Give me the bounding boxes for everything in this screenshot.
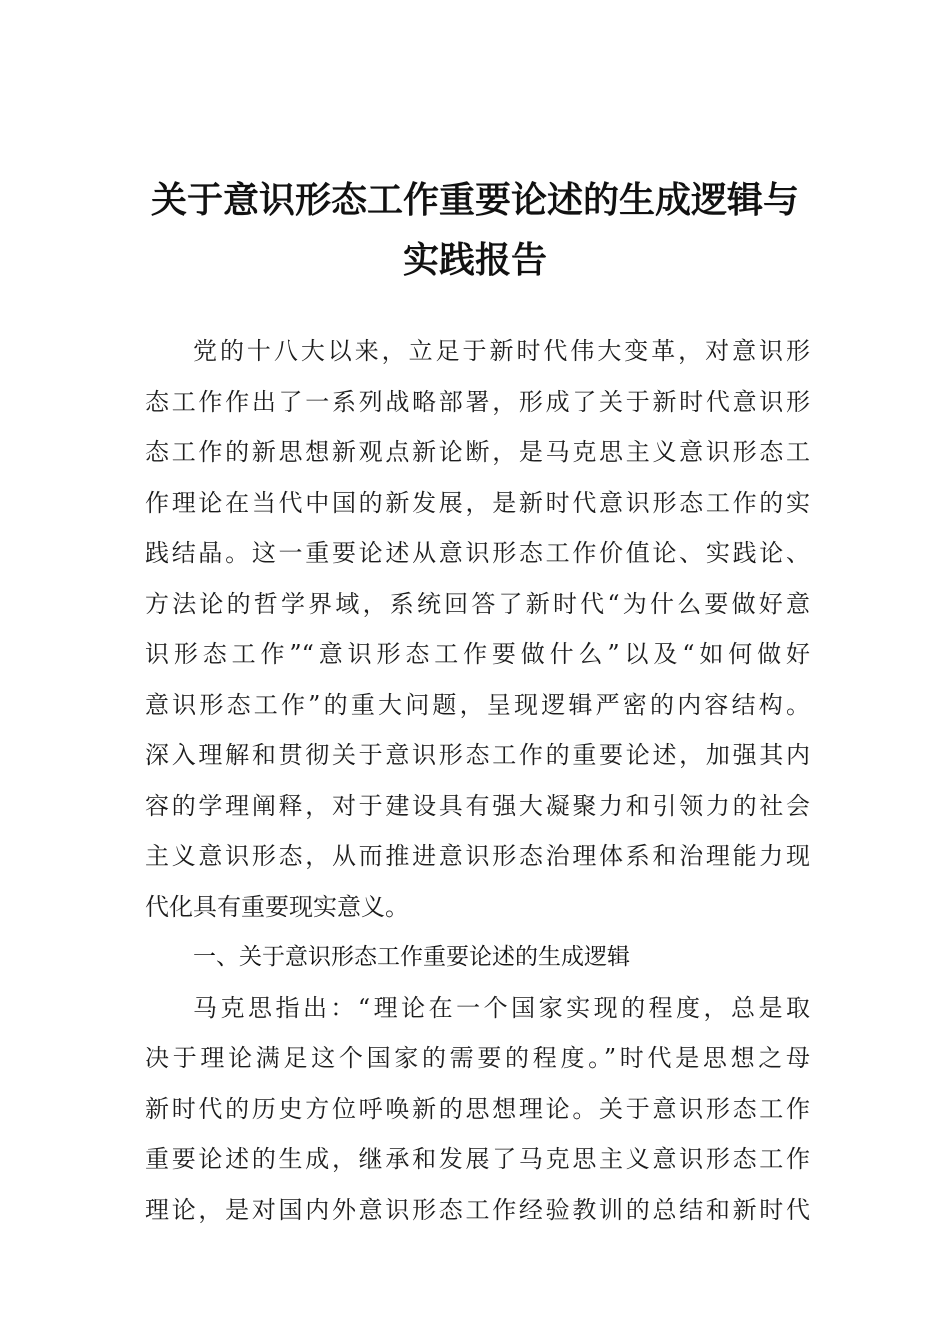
text-line: 态工作的新思想新观点新论断，是马克思主义意识形态工 (145, 438, 810, 466)
text-line: 党的十八大以来，立足于新时代伟大变革，对意识形 (193, 337, 810, 365)
text-line: 理论，是对国内外意识形态工作经验教训的总结和新时代 (145, 1195, 810, 1224)
title-line-2: 实践报告 (402, 239, 547, 281)
text-line: 深入理解和贯彻关于意识形态工作的重要论述，加强其内 (145, 741, 810, 769)
text-line: 马克思指出：“理论在一个国家实现的程度，总是取 (193, 993, 810, 1022)
text-line: 态工作作出了一系列战略部署，形成了关于新时代意识形 (145, 387, 810, 416)
text-line: 重要论述的生成，继承和发展了马克思主义意识形态工作 (145, 1145, 810, 1173)
text-line: 主义意识形态，从而推进意识形态治理体系和治理能力现 (145, 842, 810, 870)
text-line: 识形态工作”“意识形态工作要做什么”以及“如何做好 (145, 640, 810, 668)
text-line: 方法论的哲学界域，系统回答了新时代“为什么要做好意 (145, 589, 810, 618)
section-heading: 一、关于意识形态工作重要论述的生成逻辑 (193, 944, 630, 970)
text-line: 践结晶。这一重要论述从意识形态工作价值论、实践论、 (145, 539, 810, 567)
title-line-1: 关于意识形态工作重要论述的生成逻辑与 (150, 179, 799, 221)
text-line: 决于理论满足这个国家的需要的程度。”时代是思想之母 (145, 1044, 810, 1072)
text-line: 意识形态工作”的重大问题，呈现逻辑严密的内容结构。 (145, 690, 810, 719)
paragraph-section1 (145, 983, 810, 1236)
document-body (145, 326, 810, 1235)
document-title (120, 170, 830, 290)
text-line: 容的学理阐释，对于建设具有强大凝聚力和引领力的社会 (145, 791, 810, 820)
text-line: 新时代的历史方位呼唤新的思想理论。关于意识形态工作 (145, 1094, 810, 1123)
text-line: 作理论在当代中国的新发展，是新时代意识形态工作的实 (145, 488, 810, 517)
text-line: 代化具有重要现实意义。 (145, 892, 409, 921)
paragraph-intro (145, 326, 810, 932)
